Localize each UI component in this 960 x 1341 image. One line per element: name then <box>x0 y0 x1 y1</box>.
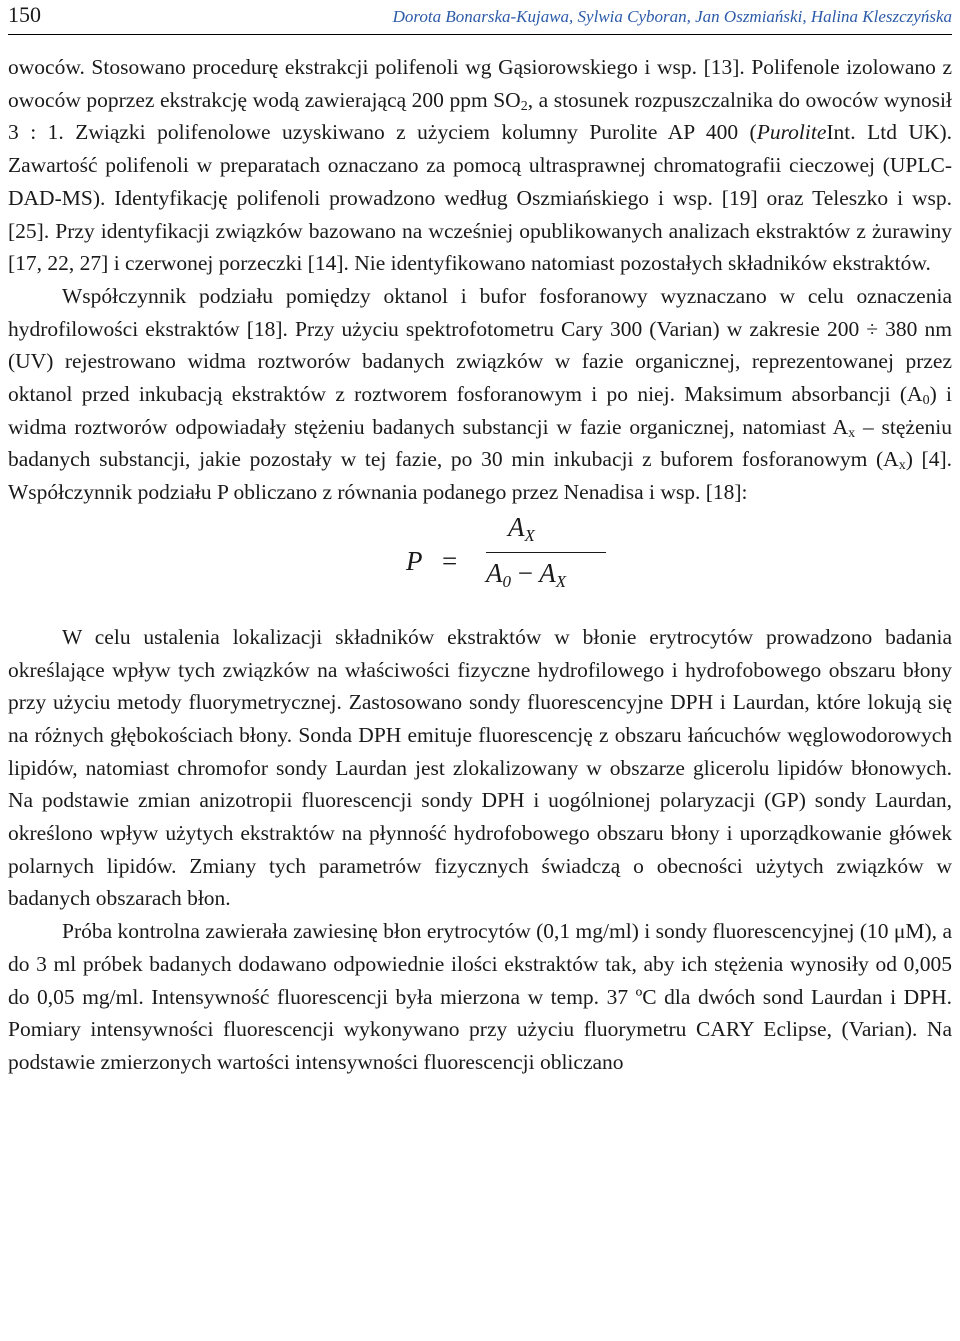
subscript: x <box>848 425 856 441</box>
text-run: Współczynnik podziału pomiędzy oktanol i bufor fosforanowy wyznaczano w celu oznaczenia hydrofilowości ekstraktów [18]. Przy użyciu spektrofotometru Cary 300 (Varian) w zakresie 200 ÷ 380 nm (UV) rejestrowano widma roztworów badanych związków w fazie organicznej, reprezentowanej przez oktanol przed inkubacją ekstraktów z roztworem fosforanowym i po niej. Maksimum absorbancji (A <box>8 283 952 407</box>
body-text <box>8 51 952 1079</box>
header-rule <box>8 34 952 35</box>
text-run: ) i widma roztworów odpowiadały stężeniu badanych substancji w fazie organicznej, natomiast A <box>8 382 952 439</box>
paragraph <box>8 51 952 280</box>
equation-lhs: P <box>406 545 423 576</box>
page-number: 150 <box>8 2 41 27</box>
subscript: x <box>898 458 906 474</box>
text-run: Int. Ltd UK). Zawartość polifenoli w preparatach oznaczano za pomocą ultrasprawnej chromatografii cieczowej (UPLC-DAD-MS). Identyfikację polifenoli prowadzono według Oszmiańskiego i wsp. [19] oraz Teleszko i wsp. [25]. Przy identyfikacji związków bazowano na wcześniej opublikowanych analizach ekstraktów z żurawiny [17, 22, 27] i czerwonej porzeczki [14]. Nie identyfikowano natomiast pozostałych składników ekstraktów. <box>8 120 952 276</box>
subscript: 2 <box>520 98 528 114</box>
text-run: Próba kontrolna zawierała zawiesinę błon erytrocytów (0,1 mg/ml) i sondy fluorescencyjnej (10 μM), a do 3 ml próbek badanych dodawano odpowiednie ilości ekstraktów tak, aby ich stężenia wynosiły od 0,005 do 0,05 mg/ml. Intensywność fluorescencji była mierzona w temp. 37 ºC dla dwóch sond Laurdan i DPH. Pomiary intensywności fluorescencji wykonywano przy użyciu fluorymetru CARY Eclipse, (Varian). Na podstawie zmierzonych wartości intensywności fluorescencji obliczano <box>8 919 952 1074</box>
equation-numerator: $A_X$ <box>508 511 535 545</box>
text-run: W celu ustalenia lokalizacji składników ekstraktów w błonie erytrocytów prowadzono badania określające wpływ tych związków na właściwości fizyczne hydrofilowego i hydrofobowego obszaru błony przy użyciu metody fluorymetrycznej. Zastosowano sondy fluorescencyjne DPH i Laurdan, które lokują się na różnych głębokościach błony. Sonda DPH emituje fluorescencję z obszaru łańcuchów węglowodorowych lipidów, natomiast chromofor sondy Laurdan jest zlokalizowany w obszarze glicerolu lipidów błonowych. Na podstawie zmian anizotropii fluorescencji sondy DPH i uogólnionej polaryzacji (GP) sondy Laurdan, określono wpływ użytych ekstraktów na płynność hydrofobowego obszaru błony i uporządkowanie główek polarnych lipidów. Zmiany tych parametrów fizycznych świadczą o obecności użytych związków w badanych obszarach błon. <box>8 624 952 911</box>
equation-denominator: $A_0 - A_X$ <box>486 557 567 591</box>
text-run: , a stosunek rozpuszczalnika do owoców wynosił 3 : 1. Związki polifenolowe uzyskiwano z użyciem kolumny Purolite AP 400 ( <box>8 87 952 145</box>
italic-text: Purolite <box>756 120 827 145</box>
equation-fraction <box>486 511 606 603</box>
paragraph <box>8 280 952 509</box>
text-run: owoców. Stosowano procedurę ekstrakcji polifenoli wg Gąsiorowskiego i wsp. [13]. Polifenole izolowano z owoców poprzez ekstrakcję wodą zawierającą 200 ppm SO <box>8 55 952 112</box>
text-run: – stężeniu badanych substancji, jakie pozostały w tej fazie, po 30 min inkubacji z buforem fosforanowym (A <box>8 414 952 472</box>
equals-sign: = <box>442 545 458 576</box>
fraction-bar <box>486 552 606 553</box>
equation-block <box>8 509 952 621</box>
text-run: ) [4]. Współczynnik podziału P obliczano z równania podanego przez Nenadisa i wsp. [18]: <box>8 447 953 505</box>
paragraph <box>8 621 952 915</box>
subscript: 0 <box>922 393 930 409</box>
running-head-authors: Dorota Bonarska-Kujawa, Sylwia Cyboran, Jan Oszmiański, Halina Kleszczyńska <box>392 7 952 26</box>
paragraph <box>8 915 952 1079</box>
